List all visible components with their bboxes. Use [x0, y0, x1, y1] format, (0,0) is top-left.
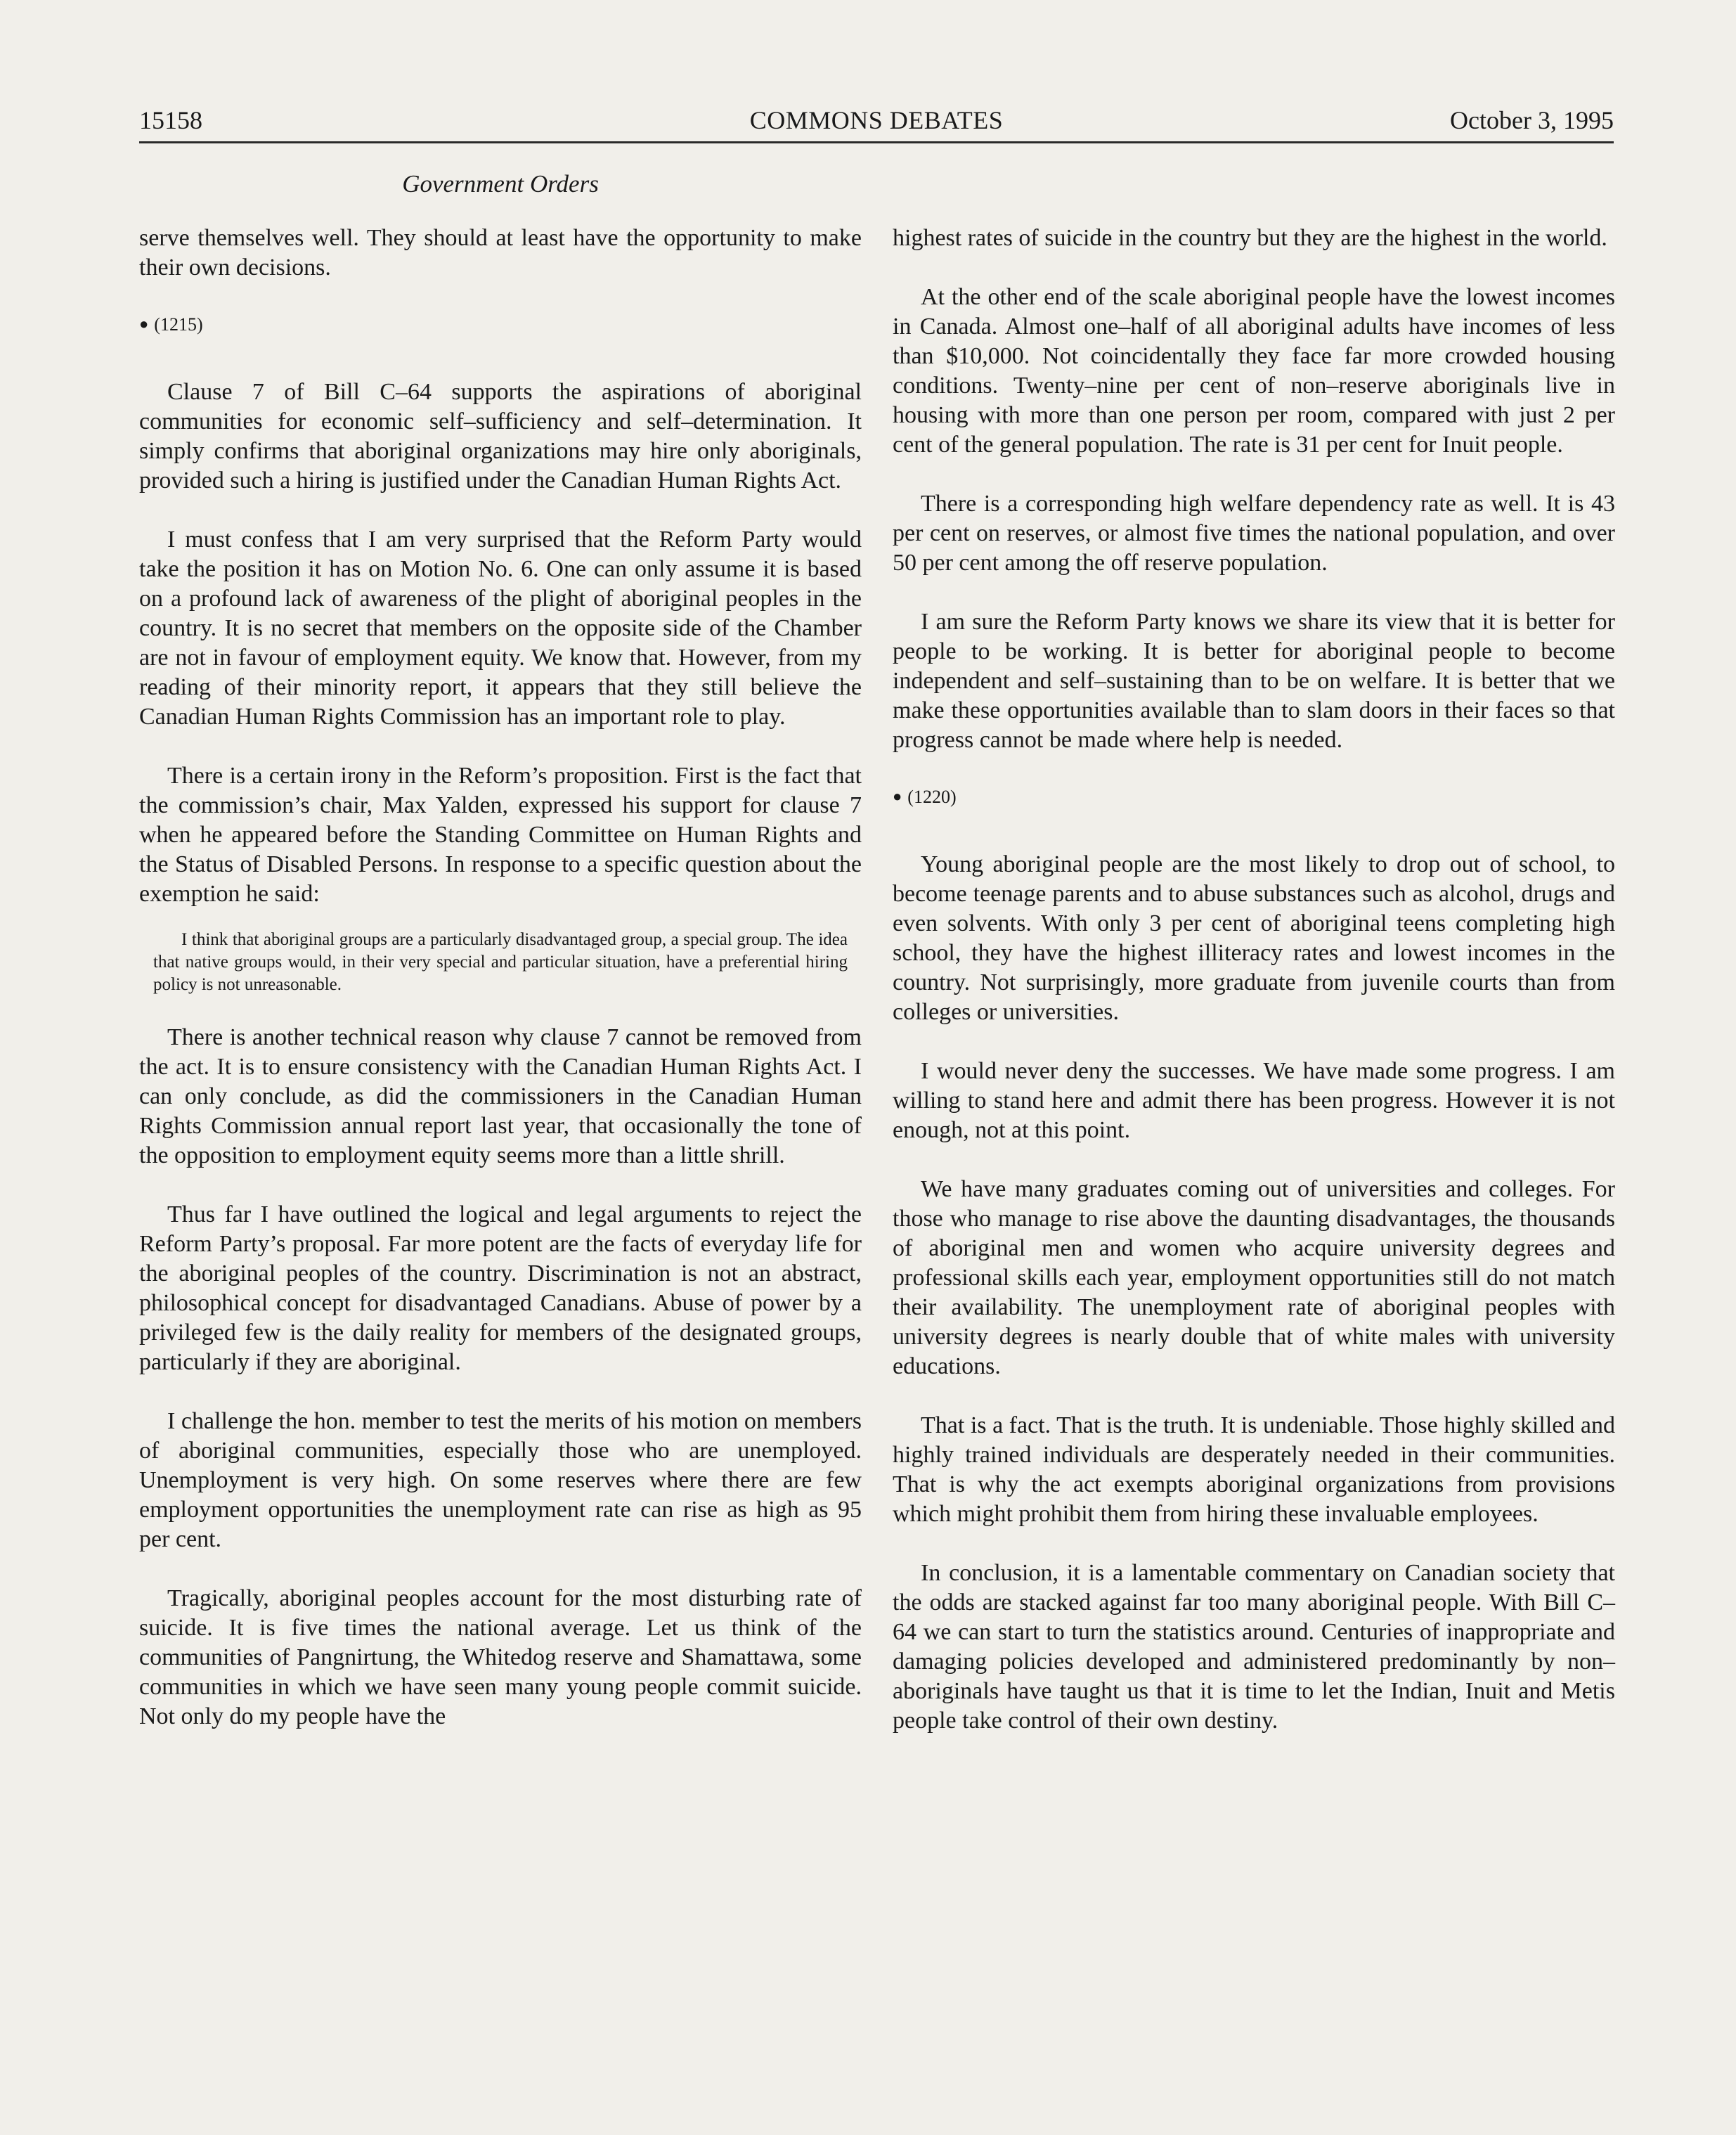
paragraph: That is a fact. That is the truth. It is undeniable. Those highly skilled and highly trained individuals are desperately needed in their communities. That is why the act exempts aboriginal organizations from provisions which might prohibit them from hiring these invaluable employees.: [893, 1412, 1615, 1527]
paragraph: We have many graduates coming out of universities and colleges. For those who manage to rise above the daunting disadvantages, the thousands of aboriginal men and women who acquire university degrees and professional skills each year, employment opportunities still do not match their availability. The unemployment rate of aboriginal peoples with university degrees is nearly double that of white males with university educations.: [893, 1176, 1615, 1379]
header-rule: [139, 141, 1614, 143]
bullet-icon: ●: [893, 787, 902, 805]
left-column: [139, 224, 862, 1761]
paragraph: There is another technical reason why clause 7 cannot be removed from the act. It is to ensure consistency with the Canadian Human Rights Act. I can only conclude, as did the commissioners in the Canadian Human Rights Commission annual report last year, that occasionally the tone of the opposition to employment equity seems more than a little shrill.: [139, 1024, 862, 1168]
time-marker: [893, 785, 1615, 809]
publication-date: October 3, 1995: [1450, 106, 1614, 134]
right-column: [893, 224, 1615, 1765]
paragraph: At the other end of the scale aboriginal people have the lowest incomes in Canada. Almost one–half of all aboriginal adults have incomes of less than $10,000. Not coincidentally they face far more crowded housing conditions. Twenty–nine per cent of non–reserve aboriginals live in housing with more than one person per room, compared with just 2 per cent of the general population. The rate is 31 per cent for Inuit people.: [893, 284, 1615, 458]
page-number: 15158: [139, 106, 202, 134]
block-quote: I think that aboriginal groups are a particularly disadvantaged group, a special group. The idea that native groups would, in their very special and particular situation, have a preferential hiring policy is not unreasonable.: [153, 930, 848, 994]
section-title: Government Orders: [402, 170, 599, 198]
bullet-icon: ●: [139, 315, 149, 333]
paragraph: highest rates of suicide in the country but they are the highest in the world.: [893, 225, 1607, 251]
paragraph: Tragically, aboriginal peoples account for the most disturbing rate of suicide. It is five times the national average. Let us think of the communities of Pangnirtung, the Whitedog reserve and Shamattawa, some communities in which we have seen many young people commit suicide. Not only do my people have the: [139, 1585, 862, 1729]
paragraph: I must confess that I am very surprised that the Reform Party would take the position it has on Motion No. 6. One can only assume it is based on a profound lack of awareness of the plight of aboriginal peoples in the country. It is no secret that members on the opposite side of the Chamber are not in favour of employment equity. We know that. However, from my reading of their minority report, it appears that they still believe the Canadian Human Rights Commission has an important role to play.: [139, 527, 862, 730]
paragraph: There is a corresponding high welfare dependency rate as well. It is 43 per cent on reserves, or almost five times the national population, and over 50 per cent among the off reserve population.: [893, 491, 1615, 576]
publication-title: COMMONS DEBATES: [749, 106, 1004, 134]
paragraph: There is a certain irony in the Reform’s proposition. First is the fact that the commission’s chair, Max Yalden, expressed his support for clause 7 when he appeared before the Standing Committee on Human Rights and the Status of Disabled Persons. In response to a specific question about the exemption he said:: [139, 763, 862, 907]
paragraph: Young aboriginal people are the most likely to drop out of school, to become teenage parents and to abuse substances such as alcohol, drugs and even solvents. With only 3 per cent of aboriginal teens completing high school, they have the highest illiteracy rates and lowest incomes in the country. Not surprisingly, more graduate from juvenile courts than from colleges or universities.: [893, 851, 1615, 1025]
paragraph: Clause 7 of Bill C–64 supports the aspirations of aboriginal communities for economic self–sufficiency and self–determination. It simply confirms that aboriginal organizations may hire only aboriginals, provided such a hiring is justified under the Canadian Human Rights Act.: [139, 379, 862, 494]
paragraph: serve themselves well. They should at least have the opportunity to make their own decisions.: [139, 225, 862, 280]
page-header: [139, 104, 1614, 142]
paragraph: I am sure the Reform Party knows we share its view that it is better for people to be working. It is better for aboriginal people to become independent and self–sustaining than to be on welfare. It is better that we make these opportunities available than to slam doors in their faces so that progress cannot be made where help is needed.: [893, 609, 1615, 753]
paragraph: In conclusion, it is a lamentable commentary on Canadian society that the odds are stacked against far too many aboriginal people. With Bill C–64 we can start to turn the statistics around. Centuries of inappropriate and damaging policies developed and administered predominantly by non–aboriginals have taught us that it is time to let the Indian, Inuit and Metis people take control of their own destiny.: [893, 1560, 1615, 1734]
time-marker: [139, 312, 862, 337]
paragraph: Thus far I have outlined the logical and legal arguments to reject the Reform Party’s proposal. Far more potent are the facts of everyday life for the aboriginal peoples of the country. Discrimination is not an abstract, philosophical concept for disadvantaged Canadians. Abuse of power by a privileged few is the daily reality for members of the designated groups, particularly if they are aboriginal.: [139, 1201, 862, 1375]
paragraph: I challenge the hon. member to test the merits of his motion on members of aboriginal communities, especially those who are unemployed. Unemployment is very high. On some reserves where there are few employment opportunities the unemployment rate can rise as high as 95 per cent.: [139, 1408, 862, 1552]
time-marker-label: (1220): [907, 787, 957, 807]
time-marker-label: (1215): [154, 314, 203, 335]
paragraph: I would never deny the successes. We have made some progress. I am willing to stand here and admit there has been progress. However it is not enough, not at this point.: [893, 1058, 1615, 1143]
